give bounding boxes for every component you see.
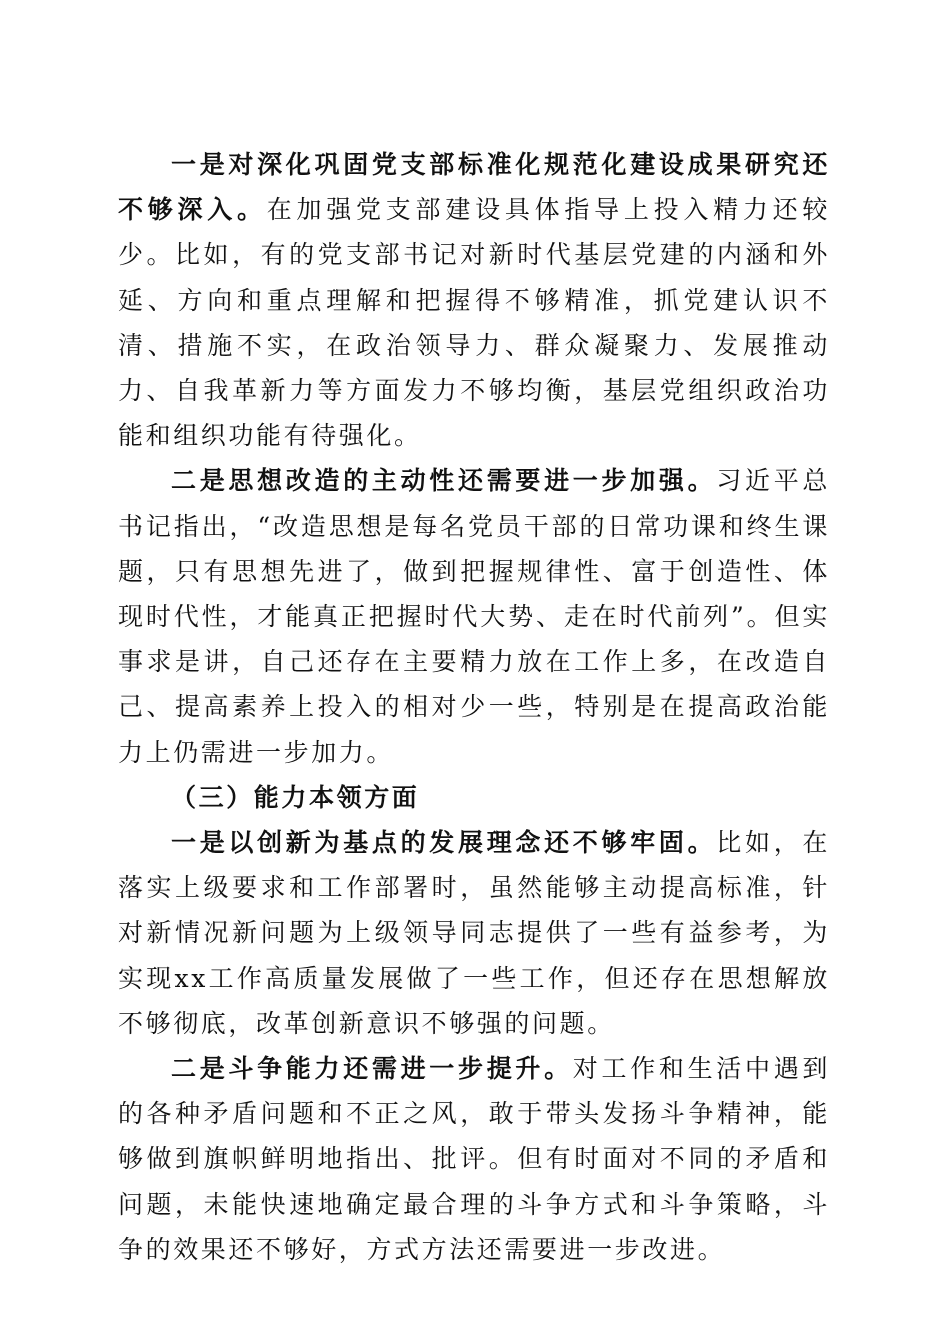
paragraph-lead: 二是斗争能力还需进一步提升。 (171, 1054, 573, 1084)
paragraph-lead: 二是思想改造的主动性还需要进一步加强。 (171, 466, 717, 496)
paragraph-lead: 一是以创新为基点的发展理念还不够牢固。 (171, 828, 717, 858)
paragraph-body: 比如，在落实上级要求和工作部署时，虽然能够主动提高标准，针对新情况新问题为上级领导同志提供了一些有益参考，为实现xx工作高质量发展做了一些工作，但还存在思想解放不够彻底，改革创新意识不够强的问题。 (118, 828, 830, 1038)
paragraph-body: 习近平总书记指出，“改造思想是每名党员干部的日常功课和终生课题，只有思想先进了，做到把握规律性、富于创造性、体现时代性，才能真正把握时代大势、走在时代前列”。但实事求是讲，自己还存在主要精力放在工作上多，在改造自己、提高素养上投入的相对少一些，特别是在提高政治能力上仍需进一步加力。 (118, 466, 830, 767)
section-heading: （三）能力本领方面 (171, 782, 420, 812)
paragraph-body: 对工作和生活中遇到的各种矛盾问题和不正之风，敢于带头发扬斗争精神，能够做到旗帜鲜明地指出、批评。但有时面对不同的矛盾和问题，未能快速地确定最合理的斗争方式和斗争策略，斗争的效果还不够好，方式方法还需要进一步改进。 (118, 1054, 830, 1264)
paragraph-struggle-ability (118, 1046, 830, 1272)
paragraph-thought-reform (118, 458, 830, 774)
paragraph-body: 在加强党支部建设具体指导上投入精力还较少。比如，有的党支部书记对新时代基层党建的内涵和外延、方向和重点理解和把握得不够精准，抓党建认识不清、措施不实，在政治领导力、群众凝聚力、发展推动力、自我革新力等方面发力不够均衡，基层党组织政治功能和组织功能有待强化。 (118, 195, 830, 451)
document-body (118, 142, 830, 1272)
paragraph-branch-standardization (118, 142, 830, 458)
paragraph-innovation-concept (118, 820, 830, 1046)
paragraph-lead: 一是对深化巩固党支部标准化规范化建设成果研究还不够深入。 (118, 150, 830, 225)
